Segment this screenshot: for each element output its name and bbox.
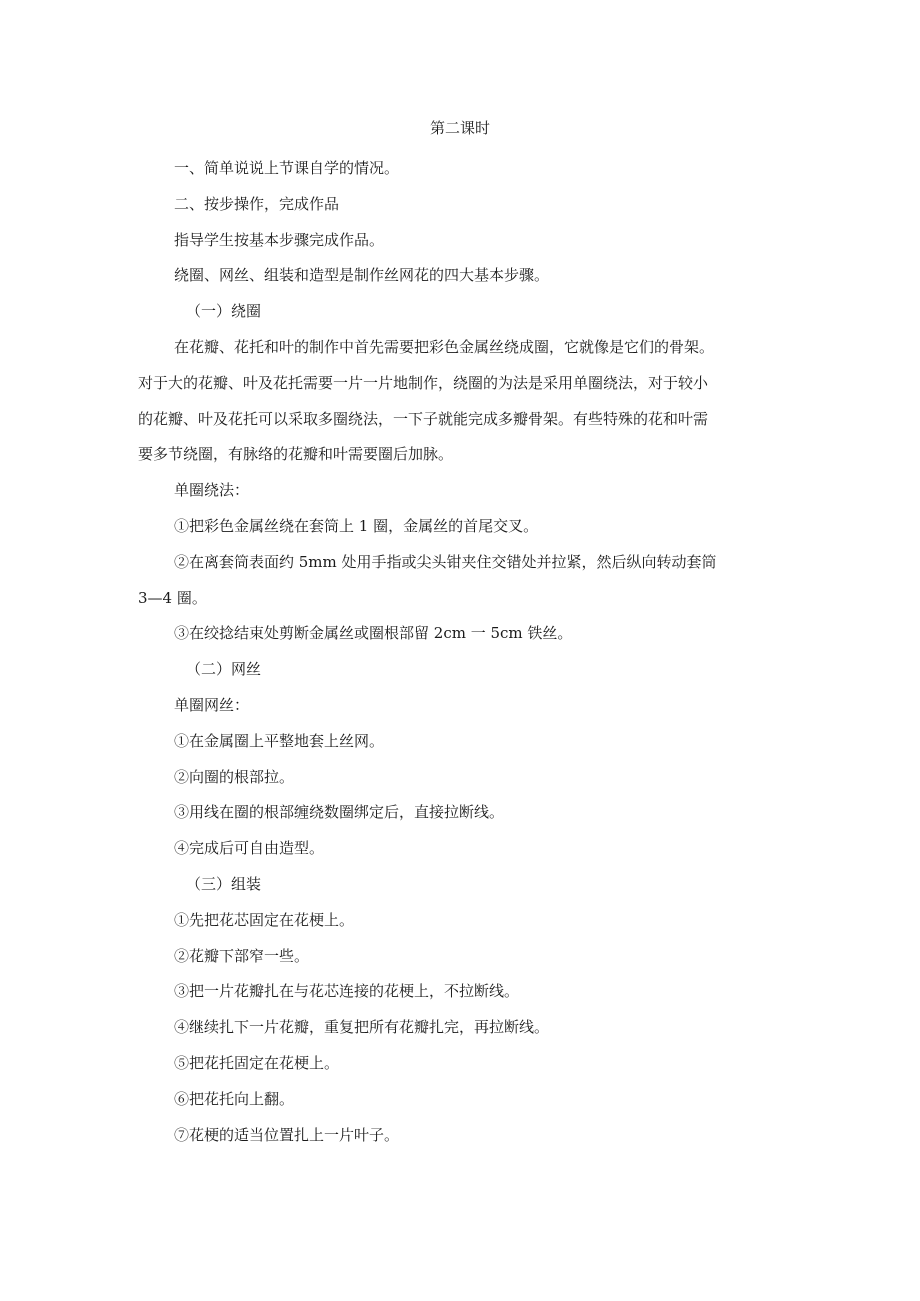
paragraph: 二、按步操作，完成作品 xyxy=(174,194,340,213)
paragraph-line: 对于大的花瓣、叶及花托需要一片一片地制作，绕圈的为法是采用单圈绕法，对于较小 xyxy=(138,373,709,392)
list-item: ②在离套筒表面约 5mm 处用手指或尖头钳夹住交错处并拉紧，然后纵向转动套筒 xyxy=(174,552,717,571)
section-heading: （一）绕圈 xyxy=(186,302,262,321)
list-item: ③把一片花瓣扎在与花芯连接的花梗上，不拉断线。 xyxy=(174,982,520,1001)
paragraph-line: 的花瓣、叶及花托可以采取多圈绕法，一下子就能完成多瓣骨架。有些特殊的花和叶需 xyxy=(138,409,709,428)
list-item: ②花瓣下部窄一些。 xyxy=(174,946,310,965)
list-item: ⑦花梗的适当位置扎上一片叶子。 xyxy=(174,1125,400,1144)
subheading: 单圈绕法： xyxy=(174,481,250,500)
list-item: ①在金属圈上平整地套上丝网。 xyxy=(174,731,385,750)
subheading: 单圈网丝： xyxy=(174,695,250,714)
list-item: ②向圈的根部拉。 xyxy=(174,767,295,786)
page-title: 第二课时 xyxy=(429,119,490,137)
list-item: ③用线在圈的根部缠绕数圈绑定后，直接拉断线。 xyxy=(174,803,505,822)
list-item: ④完成后可自由造型。 xyxy=(174,839,325,858)
list-item: ③在绞捻结束处剪断金属丝或圈根部留 2cm 一 5cm 铁丝。 xyxy=(174,624,573,643)
section-heading: （三）组装 xyxy=(186,874,262,893)
paragraph: 绕圈、网丝、组装和造型是制作丝网花的四大基本步骤。 xyxy=(174,266,550,285)
list-item: ④继续扎下一片花瓣，重复把所有花瓣扎完，再拉断线。 xyxy=(174,1018,550,1037)
list-item: ①先把花芯固定在花梗上。 xyxy=(174,910,355,929)
list-item-continuation: 3—4 圈。 xyxy=(138,588,207,607)
paragraph-line: 在花瓣、花托和叶的制作中首先需要把彩色金属丝绕成圈，它就像是它们的骨架。 xyxy=(174,337,715,356)
list-item: ⑥把花托向上翻。 xyxy=(174,1089,295,1108)
section-heading: （二）网丝 xyxy=(186,660,262,679)
body-text xyxy=(138,152,788,1154)
list-item: ⑤把花托固定在花梗上。 xyxy=(174,1053,340,1072)
list-item: ①把彩色金属丝绕在套筒上 1 圈，金属丝的首尾交叉。 xyxy=(174,516,539,535)
paragraph: 指导学生按基本步骤完成作品。 xyxy=(174,230,385,249)
paragraph: 一、简单说说上节课自学的情况。 xyxy=(174,159,400,177)
paragraph-line: 要多节绕圈，有脉络的花瓣和叶需要圈后加脉。 xyxy=(138,445,454,464)
